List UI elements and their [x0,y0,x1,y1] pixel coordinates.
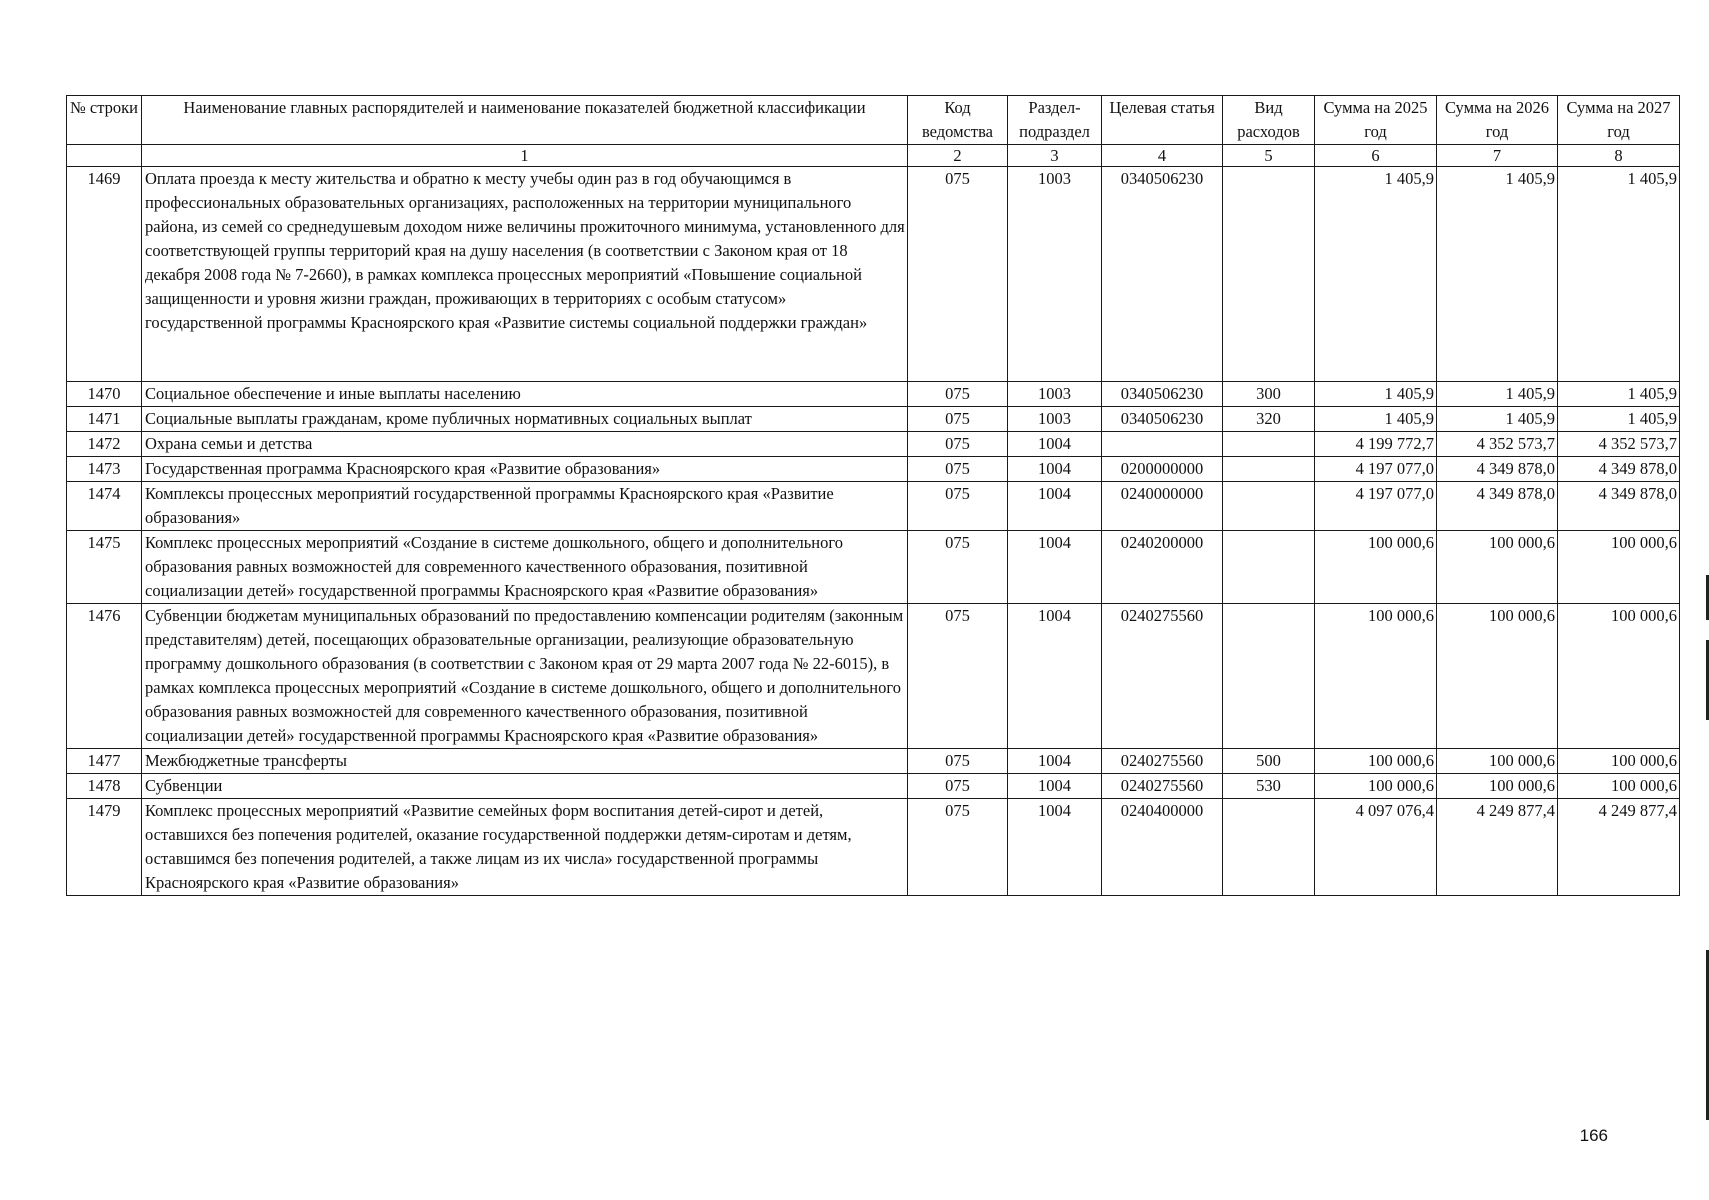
table-row [67,531,1680,604]
table-row [67,167,1680,382]
row-department-code: 075 [908,749,1008,774]
row-sum-2027: 4 349 878,0 [1558,482,1680,531]
header-expense-type: Вид расходов [1223,96,1315,145]
row-expense-type [1223,604,1315,749]
row-number: 1473 [67,457,142,482]
row-expense-type [1223,457,1315,482]
header-sum-2025: Сумма на 2025 год [1315,96,1437,145]
row-department-code: 075 [908,799,1008,896]
row-target-article: 0240275560 [1102,604,1223,749]
row-number: 1476 [67,604,142,749]
header-section: Раздел-подраздел [1008,96,1102,145]
row-sum-2027: 100 000,6 [1558,604,1680,749]
row-sum-2027: 1 405,9 [1558,382,1680,407]
row-sum-2027: 100 000,6 [1558,531,1680,604]
row-target-article: 0240400000 [1102,799,1223,896]
row-name: Государственная программа Красноярского края «Развитие образования» [142,457,908,482]
row-sum-2026: 100 000,6 [1437,774,1558,799]
column-index: 7 [1437,145,1558,167]
column-index-row [67,145,1680,167]
row-sum-2027: 4 349 878,0 [1558,457,1680,482]
row-name: Социальное обеспечение и иные выплаты населению [142,382,908,407]
page-number: 166 [1579,1126,1608,1145]
table-row [67,457,1680,482]
header-target-article: Целевая статья [1102,96,1223,145]
table-row [67,482,1680,531]
row-number: 1479 [67,799,142,896]
row-sum-2027: 1 405,9 [1558,167,1680,382]
row-number: 1475 [67,531,142,604]
row-sum-2027: 4 249 877,4 [1558,799,1680,896]
column-index: 6 [1315,145,1437,167]
row-section: 1004 [1008,774,1102,799]
row-sum-2025: 100 000,6 [1315,774,1437,799]
column-index [67,145,142,167]
row-department-code: 075 [908,604,1008,749]
column-index: 1 [142,145,908,167]
row-section: 1004 [1008,531,1102,604]
row-section: 1004 [1008,432,1102,457]
row-target-article: 0340506230 [1102,167,1223,382]
row-section: 1004 [1008,457,1102,482]
row-sum-2026: 100 000,6 [1437,604,1558,749]
row-sum-2027: 100 000,6 [1558,749,1680,774]
table-row [67,749,1680,774]
row-department-code: 075 [908,407,1008,432]
row-number: 1471 [67,407,142,432]
row-expense-type: 320 [1223,407,1315,432]
row-sum-2025: 1 405,9 [1315,167,1437,382]
column-index: 3 [1008,145,1102,167]
row-sum-2025: 4 197 077,0 [1315,457,1437,482]
row-expense-type: 530 [1223,774,1315,799]
table-header-row [67,96,1680,145]
row-name: Охрана семьи и детства [142,432,908,457]
header-name: Наименование главных распорядителей и наименование показателей бюджетной классификации [142,96,908,145]
row-sum-2026: 4 349 878,0 [1437,457,1558,482]
header-sum-2026: Сумма на 2026 год [1437,96,1558,145]
row-sum-2026: 4 349 878,0 [1437,482,1558,531]
row-expense-type: 300 [1223,382,1315,407]
column-index: 8 [1558,145,1680,167]
row-sum-2025: 100 000,6 [1315,531,1437,604]
row-section: 1003 [1008,167,1102,382]
row-name: Комплекс процессных мероприятий «Создание в системе дошкольного, общего и дополнительного образования равных возможностей для современного качественного образования, позитивной социализации детей» государственной программы Красноярского края «Развитие образования» [142,531,908,604]
row-department-code: 075 [908,482,1008,531]
row-name: Субвенции [142,774,908,799]
row-department-code: 075 [908,382,1008,407]
row-expense-type: 500 [1223,749,1315,774]
column-index: 5 [1223,145,1315,167]
row-expense-type [1223,482,1315,531]
row-expense-type [1223,799,1315,896]
row-sum-2026: 1 405,9 [1437,167,1558,382]
row-target-article: 0240275560 [1102,774,1223,799]
row-name: Комплекс процессных мероприятий «Развитие семейных форм воспитания детей-сирот и детей, оставшихся без попечения родителей, оказание государственной поддержки детям-сиротам и детям, оставшимся без попечения родителей, а также лицам из их числа» государственной программы Красноярского края «Развитие образования» [142,799,908,896]
row-target-article: 0240000000 [1102,482,1223,531]
row-section: 1003 [1008,407,1102,432]
row-sum-2027: 1 405,9 [1558,407,1680,432]
table-row [67,382,1680,407]
row-target-article: 0240275560 [1102,749,1223,774]
row-number: 1478 [67,774,142,799]
row-sum-2027: 4 352 573,7 [1558,432,1680,457]
table-row [67,799,1680,896]
row-name: Социальные выплаты гражданам, кроме публичных нормативных социальных выплат [142,407,908,432]
row-department-code: 075 [908,531,1008,604]
row-department-code: 075 [908,774,1008,799]
row-sum-2025: 100 000,6 [1315,749,1437,774]
row-department-code: 075 [908,167,1008,382]
budget-table [66,95,1680,896]
row-target-article: 0340506230 [1102,407,1223,432]
table-row [67,407,1680,432]
row-sum-2026: 4 352 573,7 [1437,432,1558,457]
row-name: Комплексы процессных мероприятий государственной программы Красноярского края «Развитие образования» [142,482,908,531]
row-number: 1477 [67,749,142,774]
row-number: 1469 [67,167,142,382]
row-sum-2026: 1 405,9 [1437,407,1558,432]
row-section: 1004 [1008,799,1102,896]
row-sum-2025: 1 405,9 [1315,382,1437,407]
row-section: 1003 [1008,382,1102,407]
table-row [67,432,1680,457]
row-section: 1004 [1008,482,1102,531]
row-section: 1004 [1008,604,1102,749]
row-sum-2026: 4 249 877,4 [1437,799,1558,896]
header-department-code: Код ведомства [908,96,1008,145]
row-sum-2026: 100 000,6 [1437,531,1558,604]
row-department-code: 075 [908,457,1008,482]
row-sum-2026: 1 405,9 [1437,382,1558,407]
row-name: Межбюджетные трансферты [142,749,908,774]
row-expense-type [1223,531,1315,604]
row-expense-type [1223,432,1315,457]
column-index: 2 [908,145,1008,167]
row-sum-2027: 100 000,6 [1558,774,1680,799]
table-row [67,604,1680,749]
row-sum-2026: 100 000,6 [1437,749,1558,774]
row-sum-2025: 4 199 772,7 [1315,432,1437,457]
row-number: 1472 [67,432,142,457]
table-row [67,774,1680,799]
row-target-article: 0340506230 [1102,382,1223,407]
column-index: 4 [1102,145,1223,167]
row-sum-2025: 4 197 077,0 [1315,482,1437,531]
row-expense-type [1223,167,1315,382]
row-target-article: 0240200000 [1102,531,1223,604]
row-name: Оплата проезда к месту жительства и обратно к месту учебы один раз в год обучающимся в профессиональных образовательных организациях, расположенных на территории муниципального района, из семей со среднедушевым доходом ниже величины прожиточного минимума, установленного для соответствующей группы территорий края на душу населения (в соответствии с Законом края от 18 декабря 2008 года № 7-2660), в рамках комплекса процессных мероприятий «Повышение социальной защищенности и уровня жизни граждан, проживающих в территориях с особым статусом» государственной программы Красноярского края «Развитие системы социальной поддержки граждан» [142,167,908,382]
row-number: 1470 [67,382,142,407]
row-name: Субвенции бюджетам муниципальных образований по предоставлению компенсации родителям (законным представителям) детей, посещающих образовательные организации, реализующие образовательную программу дошкольного образования (в соответствии с Законом края от 29 марта 2007 года № 22-6015), в рамках комплекса процессных мероприятий «Создание в системе дошкольного, общего и дополнительного образования равных возможностей для современного качественного образования, позитивной социализации детей» государственной программы Красноярского края «Развитие образования» [142,604,908,749]
header-sum-2027: Сумма на 2027 год [1558,96,1680,145]
row-department-code: 075 [908,432,1008,457]
row-target-article: 0200000000 [1102,457,1223,482]
row-number: 1474 [67,482,142,531]
row-target-article [1102,432,1223,457]
row-sum-2025: 100 000,6 [1315,604,1437,749]
row-sum-2025: 4 097 076,4 [1315,799,1437,896]
row-section: 1004 [1008,749,1102,774]
row-sum-2025: 1 405,9 [1315,407,1437,432]
header-row-number: № строки [67,96,142,145]
